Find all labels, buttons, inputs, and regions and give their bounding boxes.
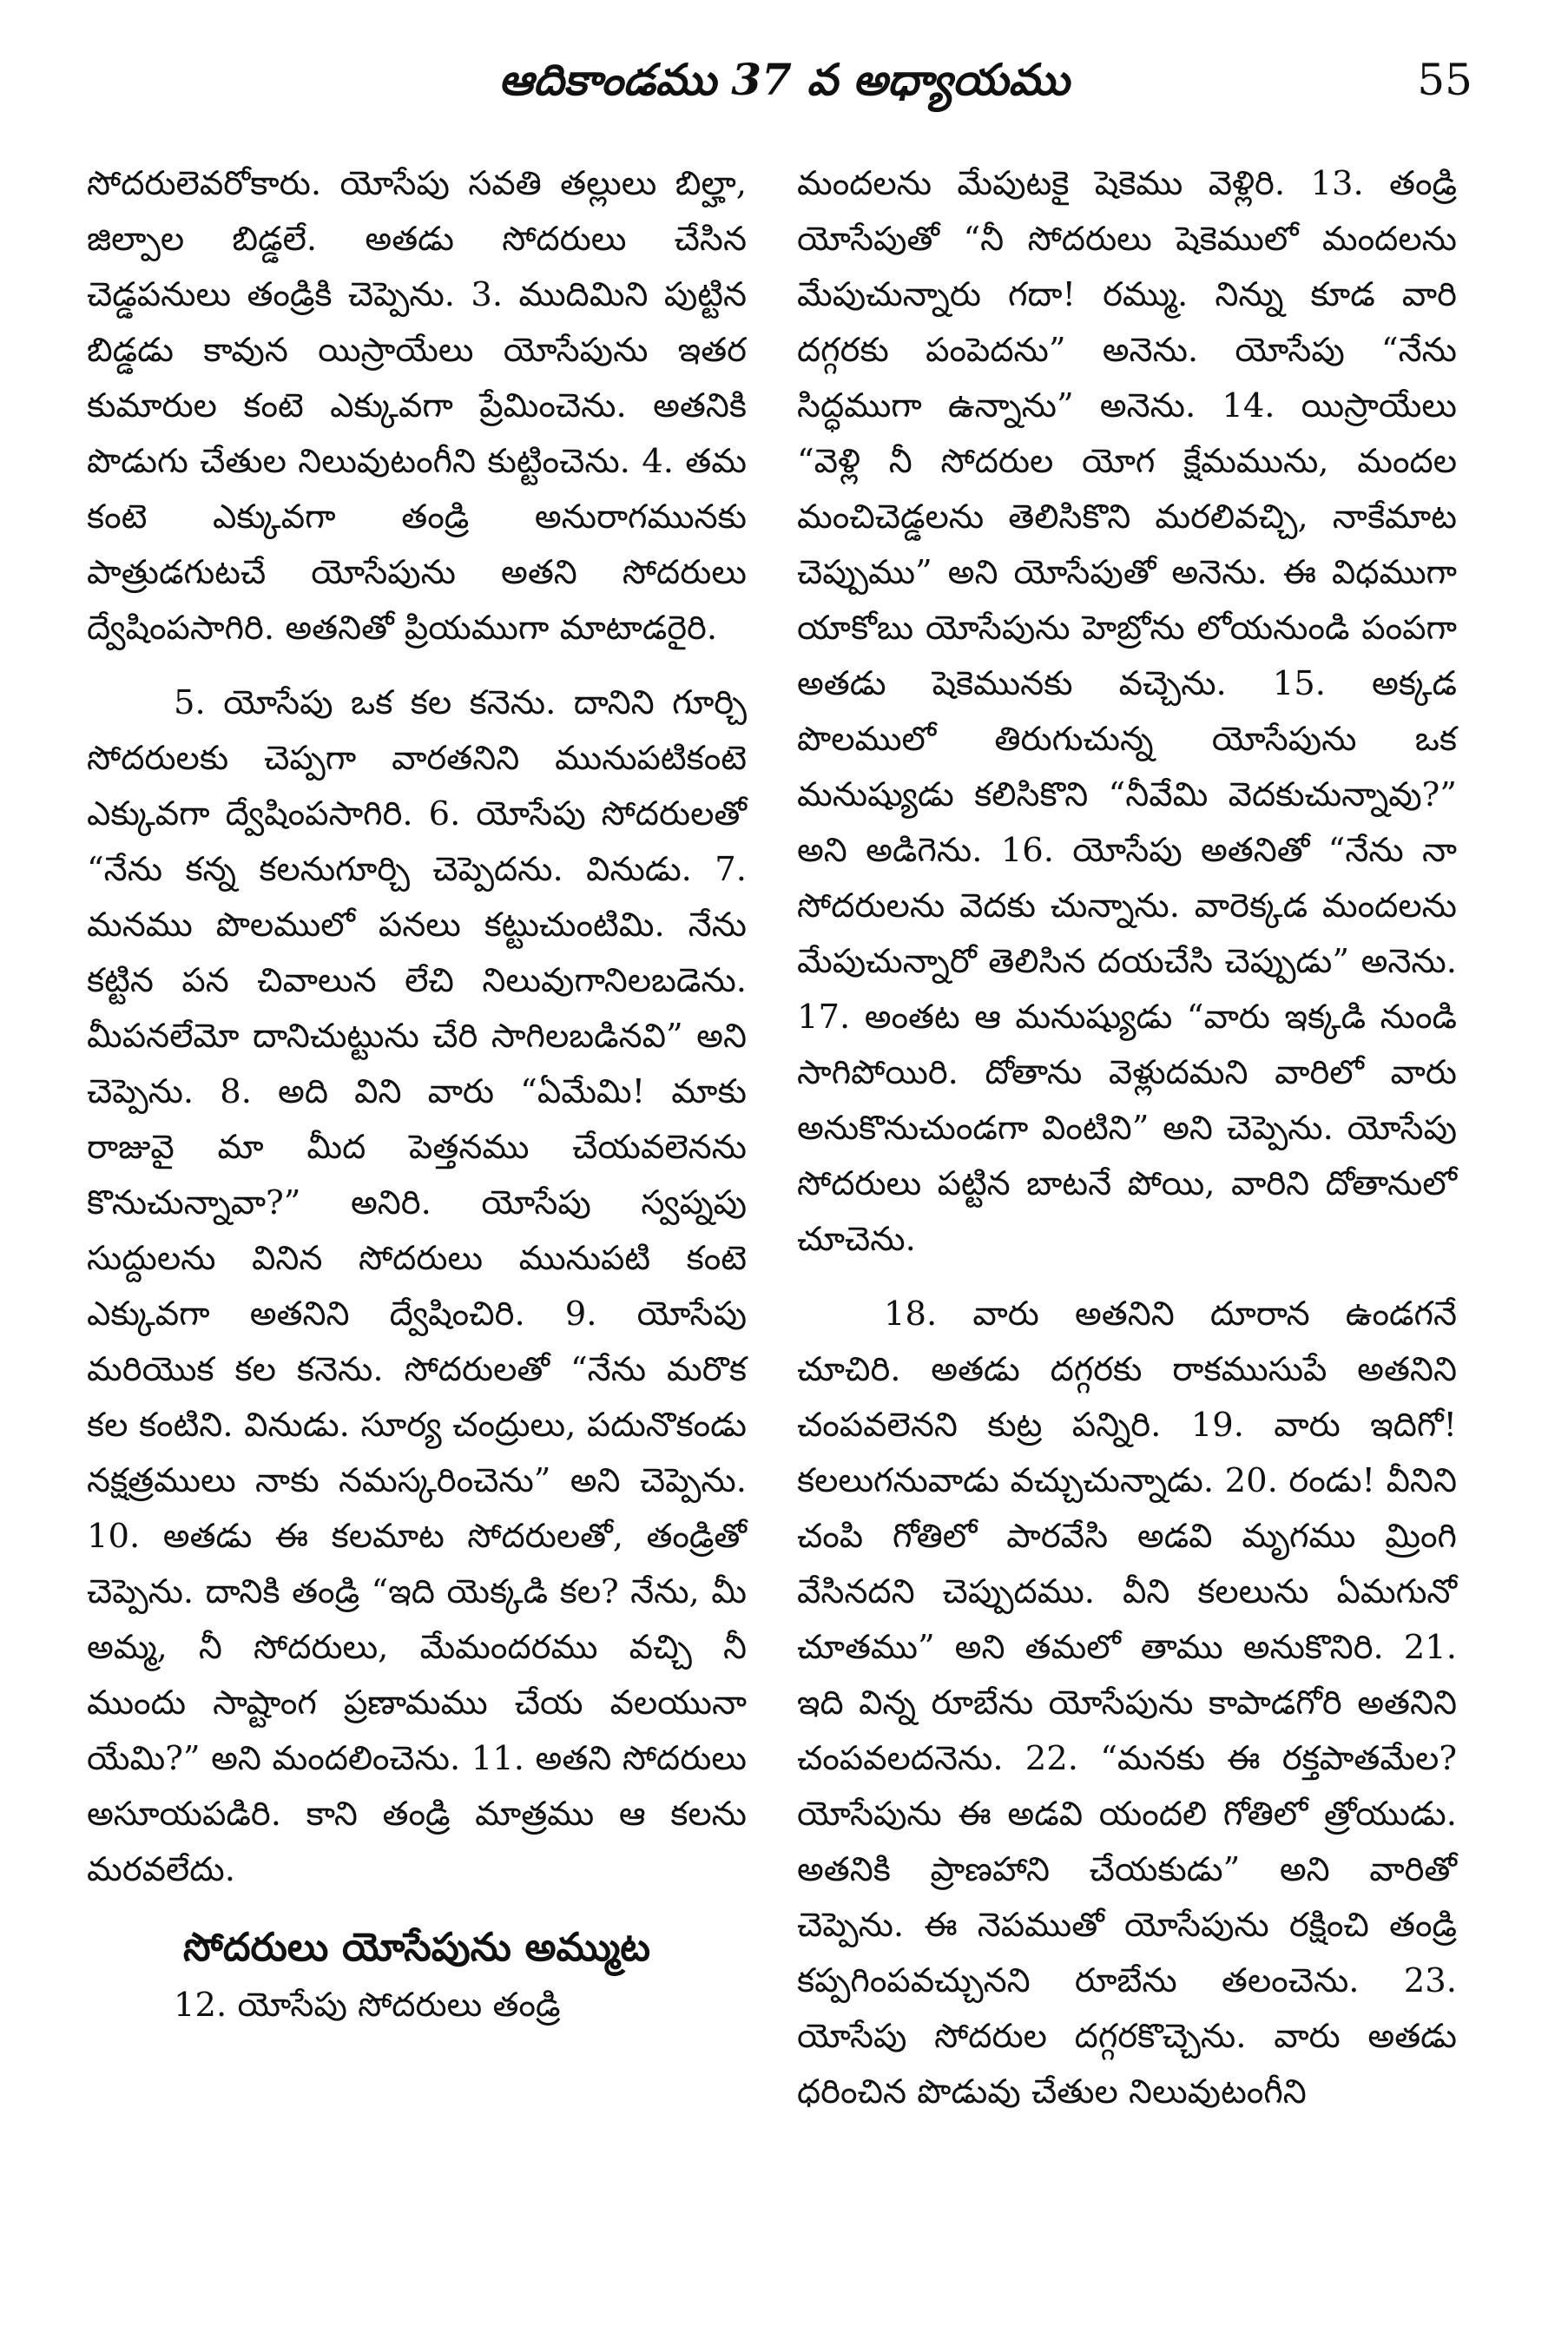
- right-column: [797, 156, 1457, 2120]
- chapter-title: ఆదికాండము 37 వ అధ్యాయము: [498, 54, 1070, 105]
- section-heading: సోదరులు యోసేపును అమ్ముట: [182, 1924, 651, 1970]
- paragraph: మందలను మేపుటకై షెకెము వెళ్లిరి. 13. తండ్రి యోసేపుతో “నీ సోదరులు షెకెములో మందలను మేపుచున్నారు గదా! రమ్ము. నిన్ను కూడ వారి దగ్గరకు పంపెదను” అనెను. యోసేపు “నేను సిద్ధముగా ఉన్నాను” అనెను. 14. యిస్రాయేలు “వెళ్లి నీ సోదరుల యోగ క్షేమమును, మందల మంచిచెడ్డలను తెలిసికొని మరలివచ్చి, నాకేమాట చెప్పుము” అని యోసేపుతో అనెను. ఈ విధముగా యాకోబు యోసేపును హెబ్రోను లోయనుండి పంపగా అతడు షెకెమునకు వచ్చెను. 15. అక్కడ పొలములో తిరుగుచున్న యోసేపును ఒక మనుష్యుడు కలిసికొని “నీవేమి వెదకుచున్నావు?” అని అడిగెను. 16. యోసేపు అతనితో “నేను నా సోదరులను వెదకు చున్నాను. వారెక్కడ మందలను మేపుచున్నారో తెలిసిన దయచేసి చెప్పుడు” అనెను. 17. అంతట ఆ మనుష్యుడు “వారు ఇక్కడి నుండి సాగిపోయిరి. దోతాను వెళ్లుదమని వారిలో వారు అనుకొనుచుండగా వింటిని” అని చెప్పెను. యోసేపు సోదరులు పట్టిన బాటనే పోయి, వారిని దోతానులో చూచెను.: [797, 164, 1457, 1259]
- paragraph: 12. యోసేపు సోదరులు తండ్రి: [174, 1986, 561, 2025]
- paragraph: సోదరులెవరోకారు. యోసేపు సవతి తల్లులు బిల్హా, జిల్పాల బిడ్డలే. అతడు సోదరులు చేసిన చెడ్డపనులు తండ్రికి చెప్పెను. 3. ముదిమిని పుట్టిన బిడ్డడు కావున యిస్రాయేలు యోసేపును ఇతర కుమారుల కంటె ఎక్కువగా ప్రేమించెను. అతనికి పొడుగు చేతుల నిలువుటంగీని కుట్టించెను. 4. తమ కంటె ఎక్కువగా తండ్రి అనురాగమునకు పాత్రుడగుటచే యోసేపును అతని సోదరులు ద్వేషింపసాగిరి. అతనితో ప్రియముగా మాటాడరైరి.: [87, 164, 747, 648]
- paragraph: 5. యోసేపు ఒక కల కనెను. దానిని గూర్చి సోదరులకు చెప్పగా వారతనిని మునుపటికంటె ఎక్కువగా ద్వేషింపసాగిరి. 6. యోసేపు సోదరులతో “నేను కన్న కలనుగూర్చి చెప్పెదను. వినుడు. 7. మనము పొలములో పనలు కట్టుచుంటిమి. నేను కట్టిన పన చివాలున లేచి నిలువుగానిలబడెను. మీపనలేమో దానిచుట్టును చేరి సాగిలబడినవి” అని చెప్పెను. 8. అది విని వారు “ఏమేమి! మాకు రాజువై మా మీద పెత్తనము చేయవలెనను కొనుచున్నావా?” అనిరి. యోసేపు స్వప్నపు సుద్దులను వినిన సోదరులు మునుపటి కంటె ఎక్కువగా అతనిని ద్వేషించిరి. 9. యోసేపు మరియొక కల కనెను. సోదరులతో “నేను మరొక కల కంటిని. వినుడు. సూర్య చంద్రులు, పదునొకండు నక్షత్రములు నాకు నమస్కరించెను” అని చెప్పెను. 10. అతడు ఈ కలమాట సోదరులతో, తండ్రితో చెప్పెను. దానికి తండ్రి “ఇది యెక్కడి కల? నేను, మీ అమ్మ, నీ సోదరులు, మేమందరము వచ్చి నీ ముందు సాష్టాంగ ప్రణామము చేయ వలయునా యేమి?” అని మందలించెను. 11. అతని సోదరులు అసూయపడిరి. కాని తండ్రి మాత్రము ఆ కలను మరవలేదు.: [87, 683, 747, 1889]
- running-head: [87, 45, 1481, 115]
- page-number: 55: [1417, 55, 1472, 105]
- left-column: [87, 156, 747, 2033]
- paragraph: 18. వారు అతనిని దూరాన ఉండగనే చూచిరి. అతడు దగ్గరకు రాకముసుపే అతనిని చంపవలెనని కుట్ర పన్నిరి. 19. వారు ఇదిగో! కలలుగనువాడు వచ్చుచున్నాడు. 20. రండు! వీనిని చంపి గోతిలో పారవేసి అడవి మృగము మ్రింగి వేసినదని చెప్పుదము. వీని కలలును ఏమగునో చూతము” అని తమలో తాము అనుకొనిరి. 21. ఇది విన్న రూబేను యోసేపును కాపాడగోరి అతనిని చంపవలదనెను. 22. “మనకు ఈ రక్తపాతమేల? యోసేపును ఈ అడవి యందలి గోతిలో త్రోయుడు. అతనికి ప్రాణహాని చేయకుడు” అని వారితో చెప్పెను. ఈ నెపముతో యోసేపును రక్షించి తండ్రి కప్పగింపవచ్చునని రూబేను తలంచెను. 23. యోసేపు సోదరుల దగ్గరకొచ్చెను. వారు అతడు ధరించిన పొడువు చేతుల నిలువుటంగీని: [797, 1295, 1457, 2112]
